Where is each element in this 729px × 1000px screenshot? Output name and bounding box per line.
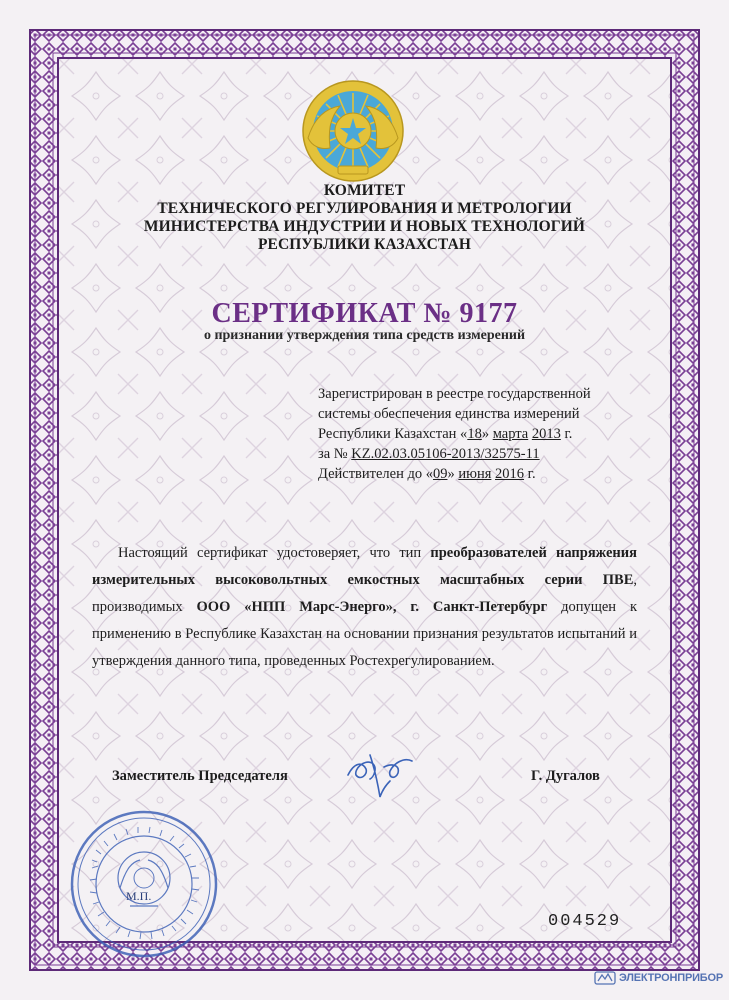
registration-month: марта [492,426,529,442]
serial-number: 004529 [548,912,622,931]
instrument-type: преобразователей напряжения измерительных высоковольтных емкостных масштабных серии ПВЕ [92,545,637,588]
heading-line-3: МИНИСТЕРСТВА ИНДУСТРИИ И НОВЫХ ТЕХНОЛОГИЙ [143,218,586,235]
registration-line-1: Зарегистрирован в реестре государственной [318,386,591,402]
body-text-part-3: допущен к применению в Республике Казахстан на основании признания результатов испытаний и утверждения данного типа, проведенных Ростехрегулированием. [92,599,637,669]
registration-block [318,384,648,484]
site-watermark [594,970,723,986]
body-text-part-1: Настоящий сертификат удостоверяет, что тип [118,545,431,561]
handwritten-signature [340,745,420,805]
heading-line-1: КОМИТЕТ [323,182,406,199]
registration-line-2: системы обеспечения единства измерений [318,406,580,422]
validity-text: » [447,466,459,482]
registration-text: г. [560,426,573,442]
seal-label: М.П. [126,889,152,903]
kazakhstan-state-emblem-icon [300,78,406,184]
certificate-number: 9177 [459,298,518,329]
body-text-part-2: , производимых [92,572,637,615]
certificate-body [92,540,637,675]
official-seal-stamp [68,808,220,960]
electronpribor-logo-icon [594,970,616,986]
registration-text: Республики Казахстан « [318,426,468,442]
validity-text: Действителен до « [318,466,433,482]
validity-text: г. [524,466,536,482]
validity-line [318,464,648,484]
registration-year: 2013 [531,426,561,442]
heading-line-4: РЕСПУБЛИКИ КАЗАХСТАН [257,236,472,253]
valid-month: июня [458,466,492,482]
registration-line-4 [318,444,648,464]
manufacturer: ООО «НПП Марс-Энерго», г. Санкт-Петербург [196,599,548,615]
certificate-title [0,298,729,330]
registration-text: за № [318,446,352,462]
signatory-name: Г. Дугалов [531,768,600,784]
watermark-text: ЭЛЕКТРОНПРИБОР [619,972,724,984]
registration-day: 18 [467,426,482,442]
heading-line-2: ТЕХНИЧЕСКОГО РЕГУЛИРОВАНИЯ И МЕТРОЛОГИИ [157,200,572,217]
certificate-subtitle: о признании утверждения типа средств измерений [203,328,526,343]
valid-year: 2016 [495,466,525,482]
registration-text: » [481,426,493,442]
registration-number: KZ.02.03.05106-2013/32575-11 [351,446,540,462]
signatory-position: Заместитель Председателя [112,768,288,784]
certificate-title-label: СЕРТИФИКАТ № [211,298,452,329]
registration-line-3 [318,424,648,444]
valid-day: 09 [432,466,448,482]
issuing-authority-heading [90,182,639,254]
